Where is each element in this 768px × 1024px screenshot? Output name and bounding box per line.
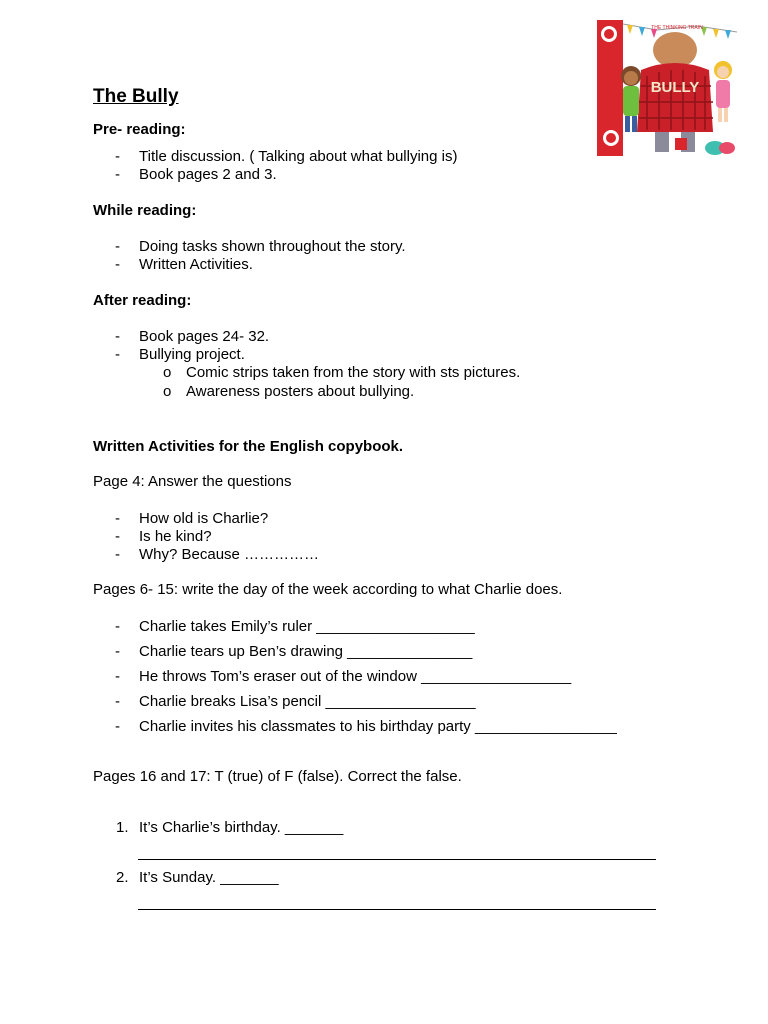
bullet-dash: - <box>115 718 120 735</box>
book-cover-illustration <box>597 20 737 156</box>
page-title: The Bully <box>93 86 179 107</box>
answer-line <box>138 859 656 860</box>
bullet-dash: - <box>115 148 120 165</box>
item-number: 1. <box>116 819 129 836</box>
bullet-dash: - <box>115 238 120 255</box>
pages6-15-item: He throws Tom’s eraser out of the window __________________ <box>139 668 572 685</box>
pre-reading-item: Book pages 2 and 3. <box>139 166 277 183</box>
bullet-dash: - <box>115 668 120 685</box>
bullet-dash: - <box>115 693 120 710</box>
pages6-15-item: Charlie invites his classmates to his birthday party _________________ <box>139 718 617 735</box>
pages6-15-item: Charlie tears up Ben’s drawing _______________ <box>139 643 473 660</box>
bullet-dash: - <box>115 510 120 527</box>
bullet-dash: - <box>115 346 120 363</box>
cover-title-text: BULLY <box>650 79 700 96</box>
true-false-statement: It’s Charlie’s birthday. _______ <box>139 819 344 836</box>
pre-reading-item: Title discussion. ( Talking about what bullying is) <box>139 148 458 165</box>
pages16-17-label: Pages 16 and 17: T (true) of F (false). Correct the false. <box>93 768 462 785</box>
while-reading-heading: While reading: <box>93 202 197 219</box>
bullet-dash: - <box>115 546 120 563</box>
while-reading-item: Written Activities. <box>139 256 253 273</box>
pages6-15-label: Pages 6- 15: write the day of the week according to what Charlie does. <box>93 581 563 598</box>
pre-reading-heading: Pre- reading: <box>93 121 186 138</box>
cover-series-text: THE THINKING TRAIN <box>651 25 703 31</box>
true-false-statement: It’s Sunday. _______ <box>139 869 279 886</box>
written-activities-heading: Written Activities for the English copybook. <box>93 438 404 455</box>
page4-question: Is he kind? <box>139 528 212 545</box>
item-number: 2. <box>116 869 129 886</box>
after-reading-subitem: Comic strips taken from the story with sts pictures. <box>186 364 521 381</box>
pages6-15-item: Charlie takes Emily’s ruler ___________________ <box>139 618 475 635</box>
bullet-dash: - <box>115 618 120 635</box>
while-reading-item: Doing tasks shown throughout the story. <box>139 238 406 255</box>
after-reading-item: Bullying project. <box>139 346 245 363</box>
after-reading-heading: After reading: <box>93 292 192 309</box>
bullet-dash: - <box>115 528 120 545</box>
bullet-circle: o <box>163 364 172 381</box>
bullet-dash: - <box>115 643 120 660</box>
after-reading-subitem: Awareness posters about bullying. <box>186 383 415 400</box>
page4-label: Page 4: Answer the questions <box>93 473 292 490</box>
bullet-dash: - <box>115 256 120 273</box>
bullet-dash: - <box>115 166 120 183</box>
bullet-dash: - <box>115 328 120 345</box>
answer-line <box>138 909 656 910</box>
pages6-15-item: Charlie breaks Lisa’s pencil __________________ <box>139 693 476 710</box>
book-cover-image <box>597 20 737 156</box>
after-reading-item: Book pages 24- 32. <box>139 328 270 345</box>
page4-question: How old is Charlie? <box>139 510 269 527</box>
page4-question: Why? Because …………… <box>139 546 320 563</box>
bullet-circle: o <box>163 383 172 400</box>
